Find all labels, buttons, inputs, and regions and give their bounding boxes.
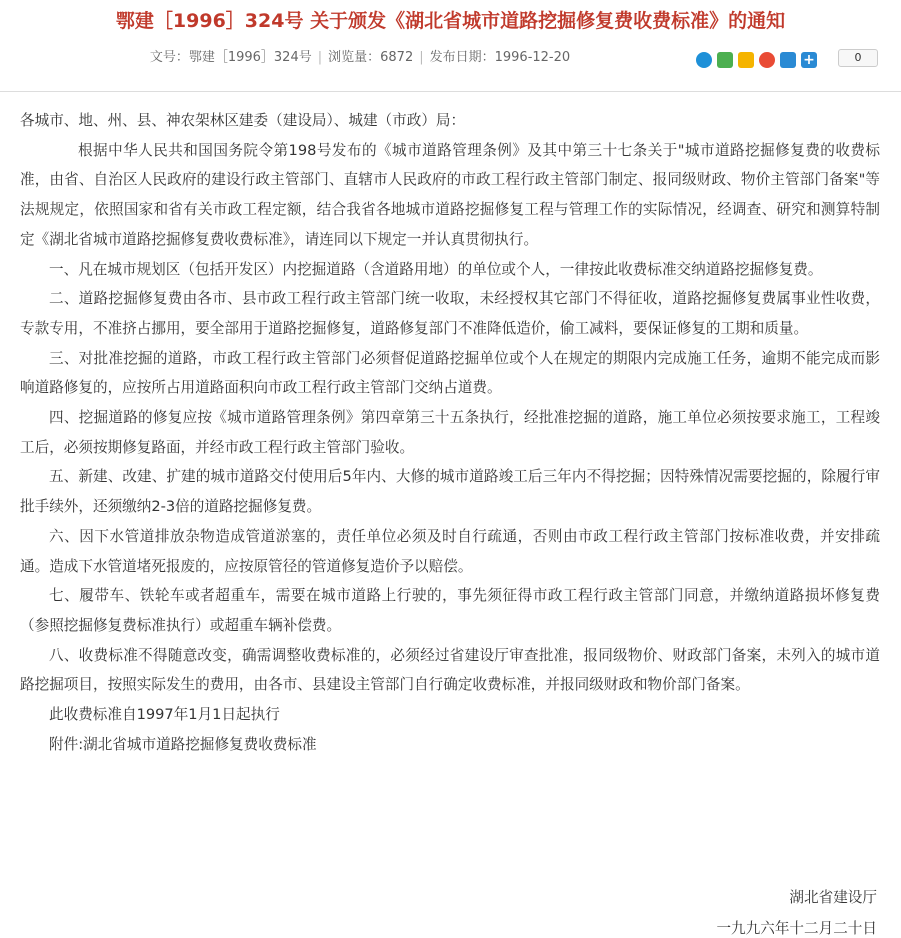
page-title: 鄂建［1996］324号 关于颁发《湖北省城市道路挖掘修复费收费标准》的通知: [115, 10, 786, 32]
meta-bar: [0, 47, 901, 69]
qzone-icon[interactable]: [738, 52, 754, 68]
plus-icon[interactable]: +: [801, 52, 817, 68]
divider: [0, 91, 901, 92]
share-count: 0: [838, 49, 878, 67]
intro-paragraph: 根据中华人民共和国国务院令第198号发布的《城市道路管理条例》及其中第三十七条关于"城市道路挖掘修复费的收费标准，由省、自治区人民政府的建设行政主管部门、直辖市人民政府的市政工程行政主管部门制定、报同级财政、物价主管部门备案"等法规规定，依照国家和省有关市政工程定额，结合我省各地城市道路挖掘修复工程与管理工作的实际情况，经调查、研究和测算特制定《湖北省城市道路挖掘修复费收费标准》，请连同以下规定一并认真贯彻执行。: [20, 141, 880, 248]
clause-4: 四、挖掘道路的修复应按《城市道路管理条例》第四章第三十五条执行，经批准挖掘的道路，施工单位必须按要求施工，工程竣工后，必须按期修复路面，并经市政工程行政主管部门验收。: [20, 409, 880, 456]
separator: |: [419, 50, 424, 65]
view-count: 浏览量：6872: [328, 50, 414, 65]
salutation: 各城市、地、州、县、神农架林区建委（建设局）、城建（市政）局：: [20, 112, 466, 129]
publish-date: 发布日期：1996-12-20: [429, 50, 571, 65]
p-icon[interactable]: [780, 52, 796, 68]
clause-7: 七、履带车、铁轮车或者超重车，需要在城市道路上行驶的，事先须征得市政工程行政主管部门同意，并缴纳道路损坏修复费（参照挖掘修复费标准执行）或超重车辆补偿费。: [20, 587, 880, 634]
wechat-icon[interactable]: [717, 52, 733, 68]
share-bar: [696, 49, 822, 67]
clause-1: 一、凡在城市规划区（包括开发区）内挖掘道路（含道路用地）的单位或个人，一律按此收费标准交纳道路挖掘修复费。: [49, 260, 823, 278]
weibo-icon[interactable]: [759, 52, 775, 68]
issue-date: 一九九六年十二月二十日: [716, 920, 877, 937]
separator: |: [317, 50, 323, 65]
issuer: 湖北省建设厅: [789, 889, 877, 906]
clause-5: 五、新建、改建、扩建的城市道路交付使用后5年内、大修的城市道路竣工后三年内不得挖掘；因特殊情况需要挖掘的，除履行审批手续外，还须缴纳2-3倍的道路挖掘修复费。: [20, 468, 880, 516]
clause-6: 六、因下水管道排放杂物造成管道淤塞的，责任单位必须及时自行疏通，否则由市政工程行政主管部门按标准收费，并安排疏通。造成下水管道堵死报废的，应按原管径的管道修复造价予以赔偿。: [20, 527, 880, 575]
article-body: [20, 106, 880, 759]
attachment-line: 附件:湖北省城市道路挖掘修复费收费标准: [49, 735, 317, 753]
clause-2: 二、道路挖掘修复费由各市、县市政工程行政主管部门统一收取，未经授权其它部门不得征收，道路挖掘修复费属事业性收费，专款专用，不准挤占挪用，要全部用于道路挖掘修复，道路修复部门不准降低造价，偷工减料，要保证修复的工期和质量。: [20, 290, 880, 337]
doc-number: 文号：鄂建［1996］324号: [149, 50, 312, 65]
clause-3: 三、对批准挖掘的道路，市政工程行政主管部门必须督促道路挖掘单位或个人在规定的期限内完成施工任务，逾期不能完成而影响道路修复的，应按所占用道路面积向市政工程行政主管部门交纳占道费。: [20, 349, 880, 397]
effective-date-line: 此收费标准自1997年1月1日起执行: [49, 706, 280, 724]
qq-icon[interactable]: [696, 52, 712, 68]
meta-info: [0, 47, 720, 69]
clause-8: 八、收费标准不得随意改变，确需调整收费标准的，必须经过省建设厅审查批准，报同级物价、财政部门备案，未列入的城市道路挖掘项目，按照实际发生的费用，由各市、县建设主管部门自行确定收费标准，并报同级财政和物价部门备案。: [20, 646, 880, 694]
